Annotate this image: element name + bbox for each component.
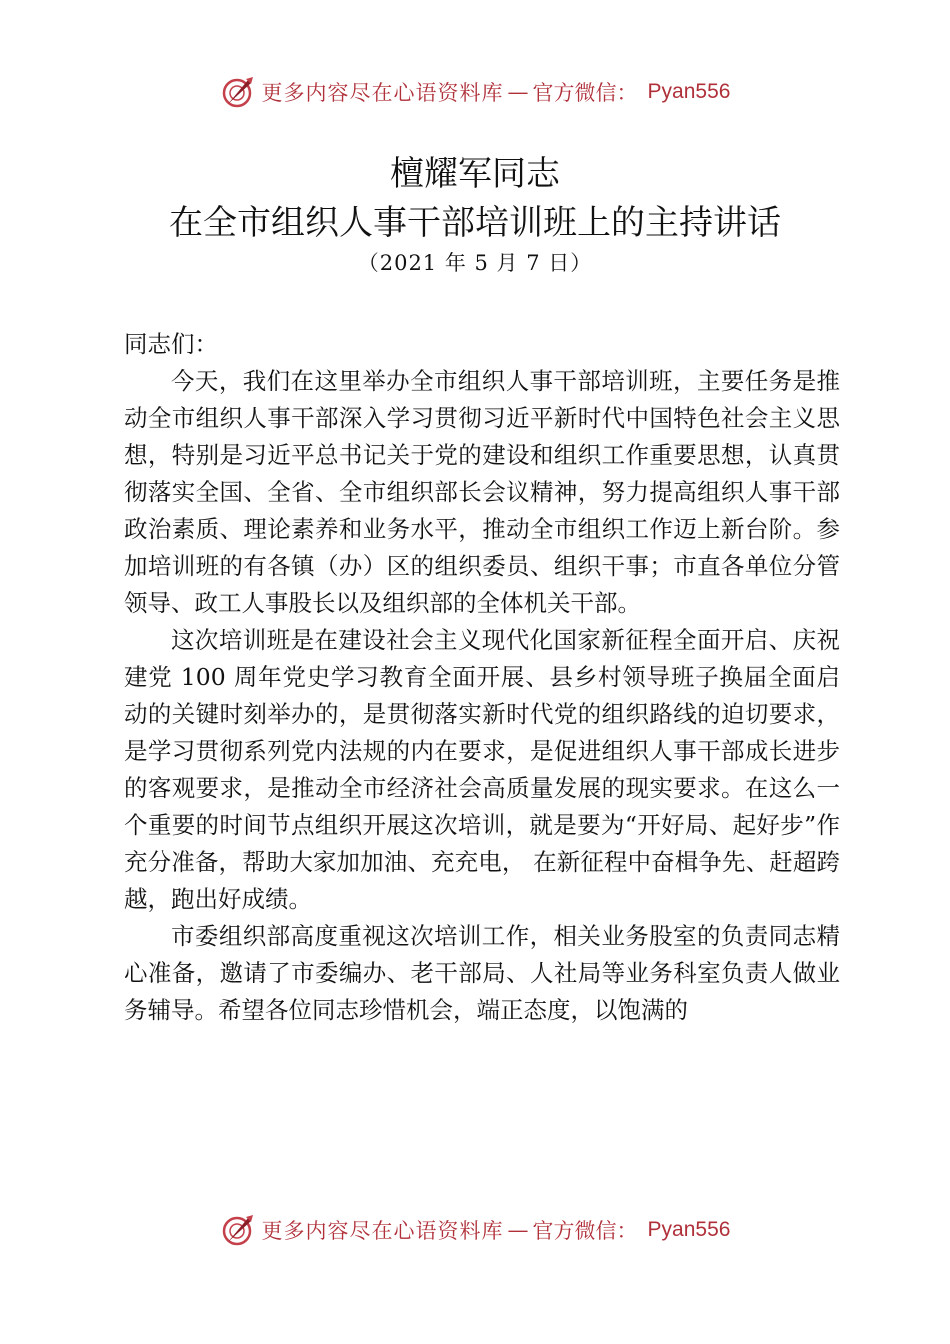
- speaker-title: 檀耀军同志: [390, 154, 560, 194]
- quill-pen-logo-icon: [220, 74, 256, 110]
- speech-title: 在全市组织人事干部培训班上的主持讲话: [169, 203, 781, 243]
- speech-date: （2021 年 5 月 7 日）: [357, 251, 593, 275]
- banner-wechat-id: Pyan556: [647, 1218, 731, 1241]
- banner-wechat-label: 官方微信：: [532, 81, 638, 105]
- banner-separator: —: [507, 80, 529, 104]
- banner-slogan: 更多内容尽在心语资料库: [261, 1219, 504, 1243]
- paragraph-1: 今天，我们在这里举办全市组织人事干部培训班，主要任务是推动全市组织人事干部深入学习贯彻习近平新时代中国特色社会主义思想，特别是习近平总书记关于党的建设和组织工作重要思想，认真贯彻落实全国、全省、全市组织部长会议精神，努力提高组织人事干部政治素质、理论素养和业务水平，推动全市组织工作迈上新台阶。参加培训班的有各镇（办）区的组织委员、组织干事；市直各单位分管领导、政工人事股长以及组织部的全体机关干部。: [124, 367, 840, 617]
- salutation: 同志们：: [124, 330, 218, 358]
- footer-watermark-banner: [0, 1208, 950, 1252]
- banner-separator: —: [507, 1218, 529, 1242]
- banner-wechat-id: Pyan556: [647, 80, 731, 103]
- banner-wechat-label: 官方微信：: [532, 1219, 638, 1243]
- document-body: [124, 326, 840, 1029]
- header-watermark-banner: [0, 70, 950, 114]
- quill-pen-logo-icon: [220, 1212, 256, 1248]
- paragraph-2: 这次培训班是在建设社会主义现代化国家新征程全面开启、庆祝建党 100 周年党史学习教育全面开展、县乡村领导班子换届全面启动的关键时刻举办的，是贯彻落实新时代党的组织路线的迫切要求，是学习贯彻系列党内法规的内在要求，是促进组织人事干部成长进步的客观要求，是推动全市经济社会高质量发展的现实要求。在这么一个重要的时间节点组织开展这次培训，就是要为“开好局、起好步”作充分准备，帮助大家加加油、充充电， 在新征程中奋楫争先、赶超跨越，跑出好成绩。: [124, 626, 840, 913]
- paragraph-3: 市委组织部高度重视这次培训工作，相关业务股室的负责同志精心准备，邀请了市委编办、老干部局、人社局等业务科室负责人做业务辅导。希望各位同志珍惜机会，端正态度，以饱满的: [124, 922, 840, 1024]
- banner-slogan: 更多内容尽在心语资料库: [261, 81, 504, 105]
- document-title-block: [0, 150, 950, 278]
